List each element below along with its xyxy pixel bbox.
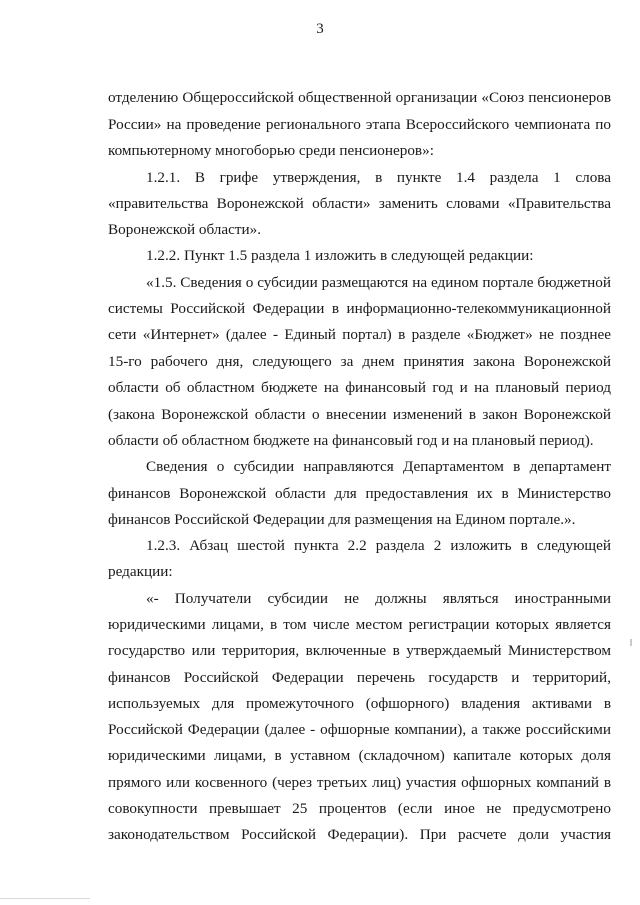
- text-line: 1.2.1. В грифе утверждения, в пункте 1.4 раздела 1 слова: [146, 169, 611, 186]
- text-line: Сведения о субсидии направляются Департаментом в департамент: [146, 458, 611, 475]
- text-line: Воронежской области».: [108, 221, 262, 238]
- text-line: юридическими лицами, в том числе местом регистрации которых является: [108, 616, 611, 633]
- text-line: компьютерному многоборью среди пенсионеров»:: [108, 142, 434, 159]
- text-line: сети «Интернет» (далее - Единый портал) в разделе «Бюджет» не позднее: [108, 326, 611, 343]
- text-line: 15-го рабочего дня, следующего за днем принятия закона Воронежской: [108, 353, 611, 370]
- text-line: области об областном бюджете на финансовый год и на плановый период: [108, 379, 611, 396]
- scan-mark: [630, 639, 632, 646]
- page-number: 3: [316, 21, 324, 37]
- text-line: редакции:: [108, 563, 173, 580]
- text-line: «- Получатели субсидии не должны являться иностранными: [146, 590, 611, 607]
- text-line: (закона Воронежской области о внесении изменений в закон Воронежской: [108, 406, 611, 423]
- text-line: 1.2.2. Пункт 1.5 раздела 1 изложить в следующей редакции:: [146, 247, 534, 264]
- text-line: совокупности превышает 25 процентов (если иное не предусмотрено: [108, 800, 611, 817]
- text-line: используемых для промежуточного (офшорного) владения активами в: [108, 695, 611, 712]
- text-line: 1.2.3. Абзац шестой пункта 2.2 раздела 2 изложить в следующей: [146, 537, 611, 554]
- text-line: юридическими лицами, в уставном (складочном) капитале которых доля: [108, 747, 611, 764]
- text-line: «1.5. Сведения о субсидии размещаются на едином портале бюджетной: [146, 274, 611, 291]
- text-line: Российской Федерации (далее - офшорные компании), а также российскими: [108, 721, 611, 738]
- text-line: финансов Воронежской области для предоставления их в Министерство: [108, 485, 611, 502]
- text-line: «правительства Воронежской области» заменить словами «Правительства: [108, 195, 611, 212]
- text-line: финансов Российской Федерации для размещения на Едином портале.».: [108, 511, 576, 528]
- text-line: финансов Российской Федерации перечень государств и территорий,: [108, 669, 611, 686]
- text-line: России» на проведение регионального этапа Всероссийского чемпионата по: [108, 116, 611, 133]
- text-line: законодательством Российской Федерации). При расчете доли участия: [108, 826, 611, 843]
- text-line: прямого или косвенного (через третьих лиц) участия офшорных компаний в: [108, 774, 611, 791]
- text-line: государство или территория, включенные в утверждаемый Министерством: [108, 642, 611, 659]
- bottom-rule: [0, 898, 90, 899]
- text-line: отделению Общероссийской общественной организации «Союз пенсионеров: [108, 89, 611, 106]
- text-line: системы Российской Федерации в информационно-телекоммуникационной: [108, 300, 611, 317]
- text-line: области об областном бюджете на финансовый год и на плановый период).: [108, 432, 594, 449]
